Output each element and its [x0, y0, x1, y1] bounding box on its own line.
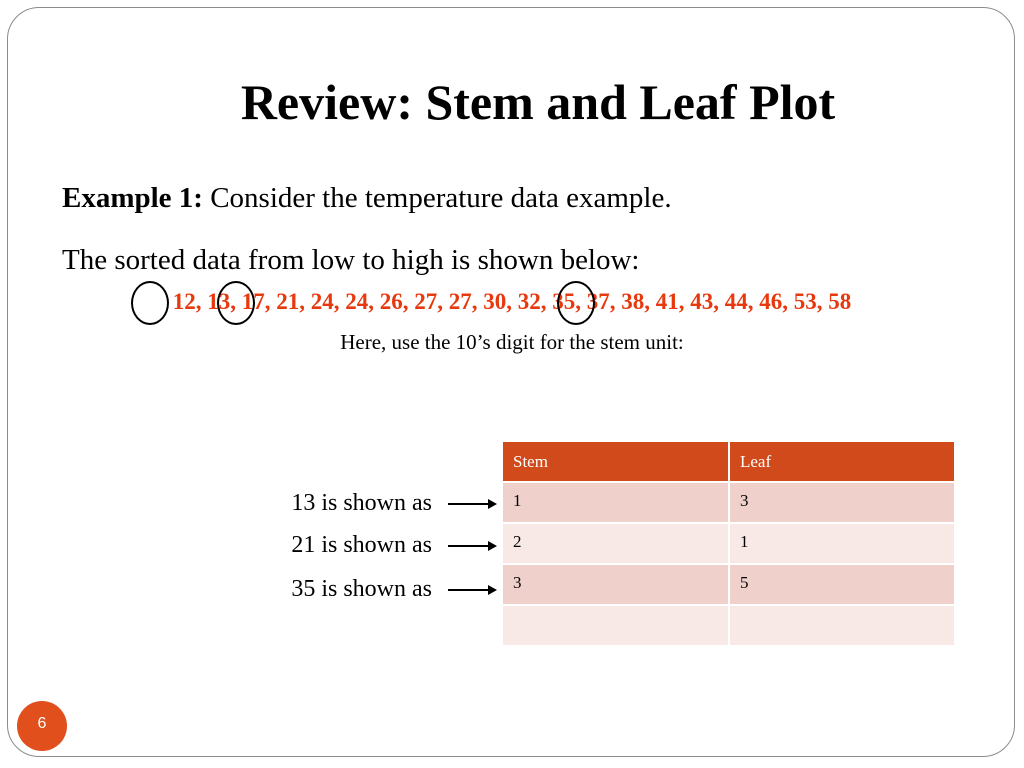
table-row [502, 564, 955, 605]
stem-unit-note: Here, use the 10’s digit for the stem unit: [340, 330, 684, 354]
leaf-cell [729, 605, 955, 646]
circle-highlight-13 [131, 281, 169, 325]
stem-leaf-table [501, 440, 956, 647]
circle-highlight-21 [217, 281, 255, 325]
table-row [502, 523, 955, 564]
stem-cell: 2 [502, 523, 729, 564]
shown-as-label: 21 is shown as [291, 532, 432, 558]
example-label: Example 1: [62, 182, 203, 214]
example-text: Consider the temperature data example. [202, 182, 672, 214]
slide-title: Review: Stem and Leaf Plot [240, 74, 836, 130]
table-header-row [502, 441, 955, 482]
leaf-cell: 3 [729, 482, 955, 523]
example-line [62, 178, 672, 218]
column-header-leaf: Leaf [729, 441, 955, 482]
circle-highlight-35 [557, 281, 595, 325]
shown-as-label: 35 is shown as [291, 576, 432, 602]
stem-cell: 3 [502, 564, 729, 605]
table-row [502, 605, 955, 646]
stem-cell [502, 605, 729, 646]
arrow-right-icon [446, 539, 498, 553]
sorted-intro: The sorted data from low to high is shown below: [62, 244, 640, 276]
table-row [502, 482, 955, 523]
leaf-cell: 1 [729, 523, 955, 564]
leaf-cell: 5 [729, 564, 955, 605]
column-header-stem: Stem [502, 441, 729, 482]
sorted-data: 12, 13, 17, 21, 24, 24, 26, 27, 27, 30, 32, 35, 37, 38, 41, 43, 44, 46, 53, 58 [172, 289, 852, 314]
arrow-right-icon [446, 497, 498, 511]
page-number-badge: 6 [17, 701, 67, 751]
stem-cell: 1 [502, 482, 729, 523]
arrow-right-icon [446, 583, 498, 597]
shown-as-label: 13 is shown as [291, 490, 432, 516]
